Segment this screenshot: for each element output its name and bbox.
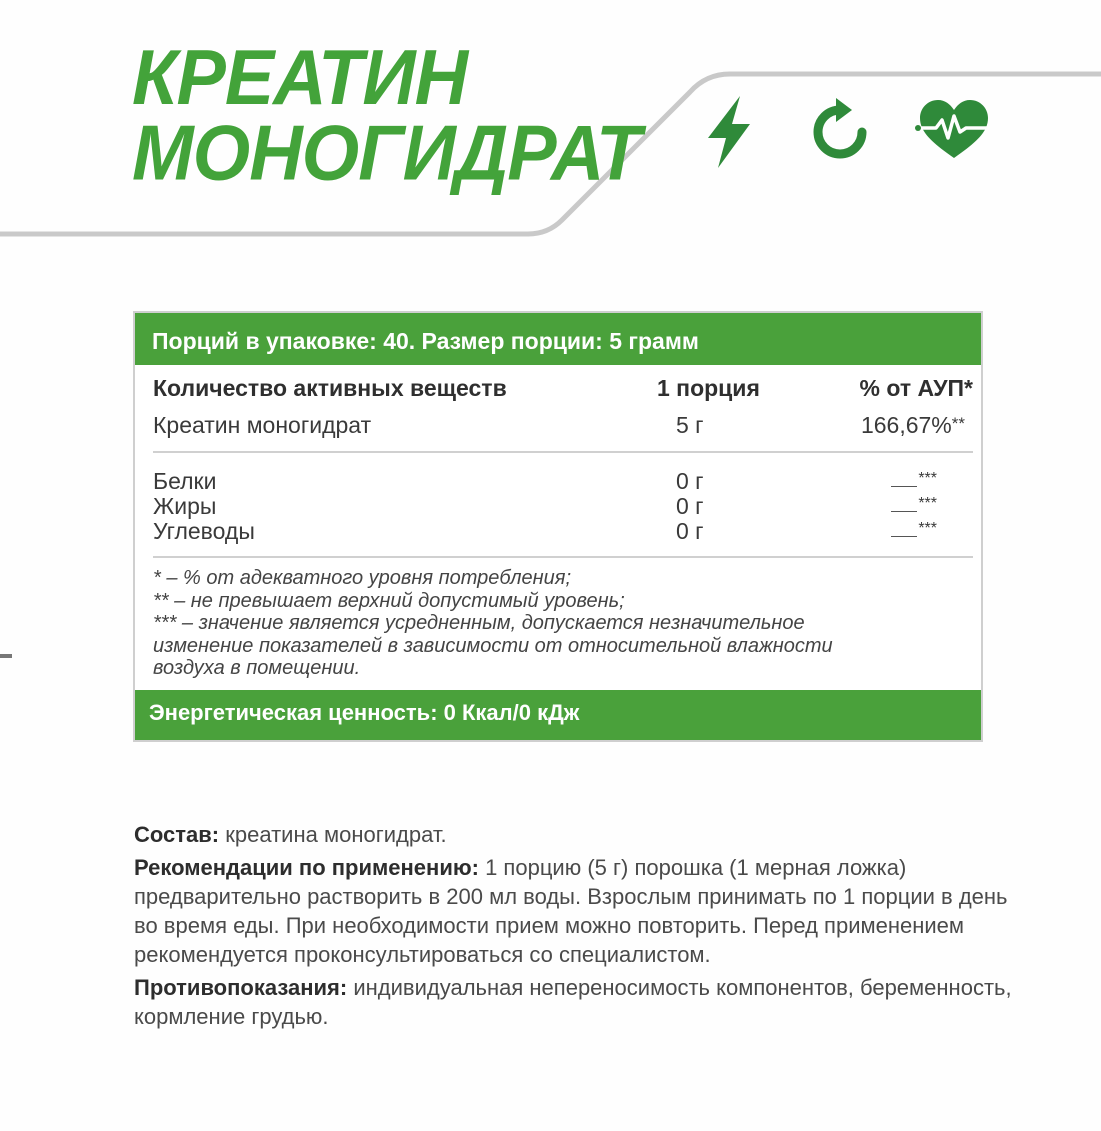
title-line-2: МОНОГИДРАТ	[132, 109, 641, 197]
product-info	[134, 820, 1014, 1035]
usage-paragraph	[134, 853, 1014, 969]
usage-label: Рекомендации по применению:	[134, 855, 479, 880]
column-header-portion: 1 порция	[657, 375, 760, 401]
macro-amount: 0 г	[676, 518, 704, 544]
composition-paragraph	[134, 820, 1014, 849]
footnotes	[153, 567, 973, 680]
footnote-line: ** – не превышает верхний допустимый уровень;	[153, 589, 625, 612]
footnote-line: *** – значение является усредненным, допускается незначительное	[153, 612, 805, 634]
composition-label: Состав:	[134, 822, 220, 847]
dash-mark	[891, 486, 917, 487]
macro-amount: 0 г	[676, 493, 704, 519]
composition-text: креатина моногидрат.	[219, 822, 447, 847]
macro-name: Углеводы	[153, 518, 255, 544]
refresh-icon	[800, 92, 880, 172]
usage-text: 1 порцию (5 г) порошка (1 мерная ложка) предварительно растворить в 200 мл воды. Взрослым принимать по 1 порции в день во время еды. При необходимости прием можно повторить. Перед применением рекомендуется проконсультироваться со специалистом.	[134, 855, 1008, 967]
active-substance-amount: 5 г	[676, 412, 704, 438]
macro-percent: ***	[891, 518, 937, 545]
dash-mark	[891, 511, 917, 512]
macro-percent: ***	[891, 493, 937, 520]
dash-mark	[891, 536, 917, 537]
contraindications-paragraph	[134, 973, 1014, 1031]
table-divider	[153, 451, 973, 453]
nutrition-table	[133, 311, 983, 742]
column-header-daily: % от АУП*	[859, 375, 973, 401]
macro-name: Белки	[153, 468, 217, 494]
heart-pulse-icon	[914, 92, 994, 172]
lightning-icon	[688, 92, 768, 172]
macro-name: Жиры	[153, 493, 217, 519]
contraindications-label: Противопоказания:	[134, 975, 348, 1000]
macro-percent: ***	[891, 468, 937, 495]
edge-marker	[0, 654, 12, 658]
servings-band: Порций в упаковке: 40. Размер порции: 5 грамм	[135, 313, 981, 365]
footnote-line: воздуха в помещении.	[153, 657, 361, 679]
contraindications-text: индивидуальная непереносимость компонентов, беременность, кормление грудью.	[134, 975, 1012, 1029]
title-line-1: КРЕАТИН	[132, 33, 468, 121]
column-header-substance: Количество активных веществ	[153, 375, 507, 401]
active-substance-name: Креатин моногидрат	[153, 412, 372, 438]
footnote-line: * – % от адекватного уровня потребления;	[153, 567, 571, 589]
active-substance-percent: 166,67%**	[860, 412, 965, 438]
footnote-line: изменение показателей в зависимости от относительной влажности	[153, 634, 833, 657]
energy-band: Энергетическая ценность: 0 Ккал/0 кДж	[135, 690, 981, 740]
macro-amount: 0 г	[676, 468, 704, 494]
page-title	[132, 33, 641, 197]
table-divider	[153, 556, 973, 558]
